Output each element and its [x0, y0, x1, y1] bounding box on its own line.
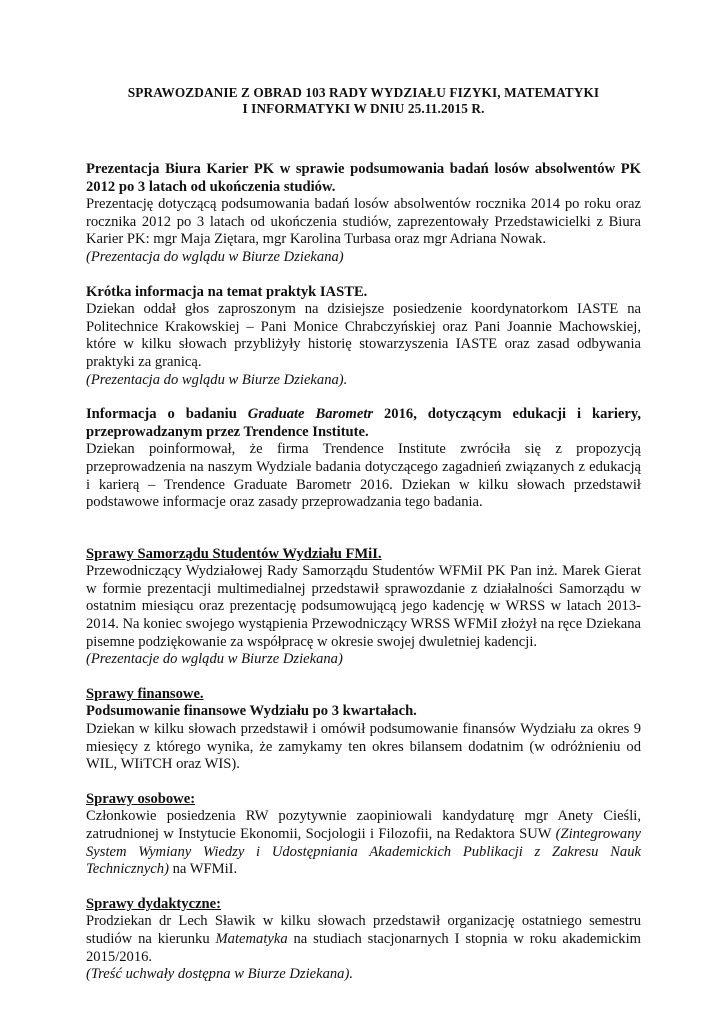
- body-emphasis: Matematyka: [215, 930, 288, 947]
- section-heading: Sprawy Samorządu Studentów Wydziału FMiI.: [86, 545, 382, 562]
- section-body: [86, 913, 641, 966]
- section-note: (Prezentacja do wglądu w Biurze Dziekana): [86, 248, 344, 265]
- heading-part: 2016, dotyczącym edukacji i kariery, przeprowadzanym przez Trendence Institute.: [86, 406, 641, 440]
- heading-emphasis: Graduate Barometr: [247, 406, 374, 423]
- section-heading: Sprawy dydaktyczne:: [86, 895, 221, 912]
- section-heading: Sprawy finansowe.: [86, 685, 204, 702]
- section-note: (Treść uchwały dostępna w Biurze Dziekana).: [86, 966, 353, 983]
- section-body: Dziekan oddał głos zaproszonym na dzisiejsze posiedzenie koordynatorkom IASTE na Politechnice Krakowskiej – Pani Monice Chrabczyńskiej oraz Pani Joannie Machowskiej, które w kilku słowach przybliżyły historię stowarzyszenia IASTE oraz zasad odbywania praktyki za granicą.: [86, 301, 641, 370]
- section-body: Przewodniczący Wydziałowej Rady Samorządu Studentów WFMiI PK Pan inż. Marek Gierat w formie prezentacji multimedialnej przedstawił sprawozdanie z działalności Samorządu w ostatnim miesiącu oraz prezentację podsumowującą jego kadencję w WRSS w latach 2013-2014. Na koniec swojego wystąpienia Przewodniczący WRSS WFMiI złożył na ręce Dziekana pisemne podziękowanie za współpracę w okresie swojej dwuletniej kadencji.: [86, 563, 641, 650]
- section-heading: Krótka informacja na temat praktyk IASTE.: [86, 283, 368, 300]
- section-note: (Prezentacja do wglądu w Biurze Dziekana).: [86, 371, 348, 388]
- section-note: (Prezentacje do wglądu w Biurze Dziekana): [86, 651, 343, 668]
- body-part: na WFMiI.: [168, 861, 238, 878]
- section-subheading: Podsumowanie finansowe Wydziału po 3 kwartałach.: [86, 703, 417, 720]
- body-part: na studiach stacjonarnych I stopnia w roku akademickim 2015/2016.: [86, 930, 641, 965]
- section-iaste: [86, 284, 641, 390]
- section-career-office: [86, 161, 641, 267]
- body-part: Prodziekan dr Lech Sławik w kilku słowach przedstawił organizację ostatniego semestru studiów na kierunku: [86, 913, 641, 947]
- heading-part: Informacja o badaniu: [86, 406, 248, 423]
- title-line-2: I INFORMATYKI W DNIU 25.11.2015 R.: [242, 101, 485, 116]
- section-body: Prezentację dotyczącą podsumowania badań losów absolwentów rocznika 2014 po roku oraz rocznika 2012 po 3 latach od ukończenia studiów, zaprezentowały Przedstawicielki z Biura Karier PK: mgr Maja Ziętara, mgr Karolina Turbasa oraz mgr Adriana Nowak.: [86, 196, 641, 248]
- section-student-council: [86, 546, 641, 669]
- section-graduate-barometr: [86, 406, 641, 512]
- section-body: Dziekan w kilku słowach przedstawił i omówił podsumowanie finansów Wydziału za okres 9 miesięcy z którego wynika, że zamykamy ten okres bilansem dodatnim (w odróżnieniu od WIL, WIiTCH oraz WIS).: [86, 721, 641, 773]
- section-didactic: [86, 896, 641, 984]
- section-heading: Prezentacja Biura Karier PK w sprawie podsumowania badań losów absolwentów PK 2012 po 3 latach od ukończenia studiów.: [86, 161, 641, 195]
- section-personnel: [86, 791, 641, 879]
- section-heading: Sprawy osobowe:: [86, 790, 196, 807]
- section-finance: [86, 686, 641, 774]
- body-part: Członkowie posiedzenia RW pozytywnie zaopiniowali kandydaturę mgr Anety Cieśli, zatrudnionej w Instytucie Ekonomii, Socjologii i Filozofii, na Redaktora SUW: [86, 808, 641, 842]
- body-emphasis: (Zintegrowany System Wymiany Wiedzy i Udostępniania Akademickich Publikacji z Zakresu Nauk Technicznych): [86, 826, 641, 878]
- title-line-1: SPRAWOZDANIE Z OBRAD 103 RADY WYDZIAŁU FIZYKI, MATEMATYKI: [127, 85, 600, 100]
- document-title: [86, 85, 641, 117]
- section-heading: [86, 406, 641, 441]
- section-body: [86, 808, 641, 878]
- section-body: Dziekan poinformował, że firma Trendence Institute zwróciła się z propozycją przeprowadzenia na naszym Wydziale badania dotyczącego zagadnień związanych z edukacją i karierą – Trendence Graduate Barometr 2016. Dziekan w kilku słowach przedstawił podstawowe informacje oraz zasady przeprowadzania tego badania.: [86, 441, 641, 511]
